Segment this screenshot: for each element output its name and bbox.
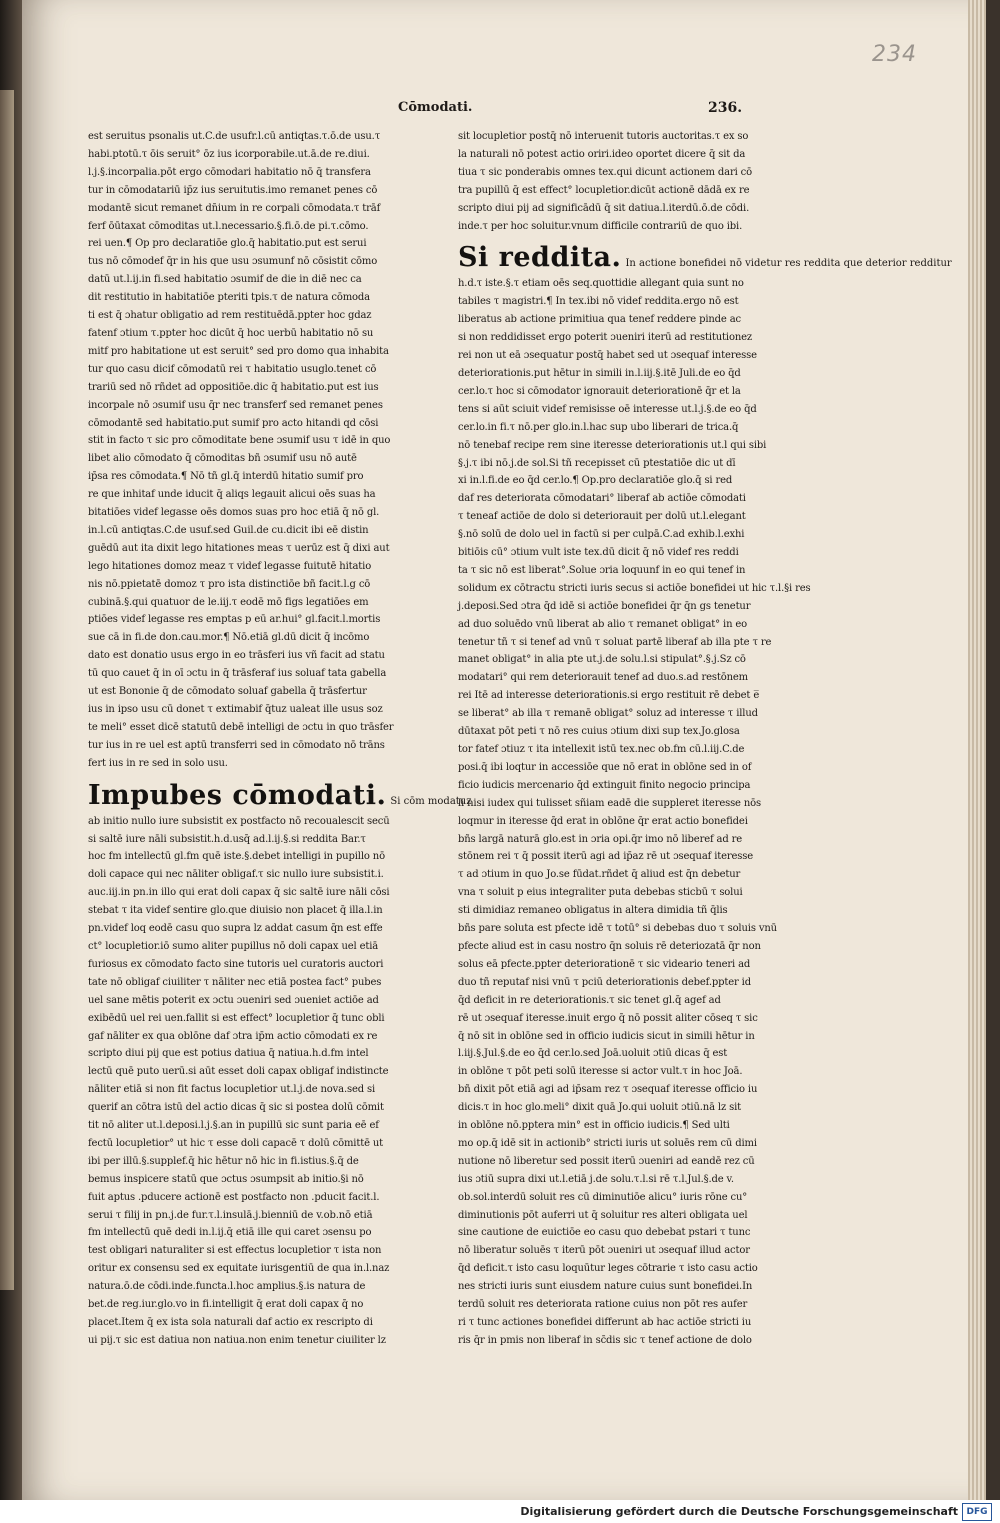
text-line: ad duo soluēdo vnū liberat ab alio τ remanet obligat° in eo xyxy=(458,618,748,630)
text-line: tus nō cōmodef q̄r in his que usu ɔsumunf nō cōsistit cōmo xyxy=(88,256,378,268)
text-line: exibēdū uel rei uen.fallit si est effect° locupletior q̄ tunc obli xyxy=(88,1012,385,1024)
rubric-si-reddita: Si reddita. xyxy=(458,242,622,274)
text-line: bitiōis cū° ɔtium vult iste tex.dū dicit q̄ nō videf res reddi xyxy=(458,547,739,559)
text-line: xi in.l.fi.de eo q̄d cer.lo.¶ Op.pro declaratiōe glo.q̄ si red xyxy=(458,475,733,487)
text-line: oritur ex consensu sed ex equitate iurisgentiū de qua in.l.naz xyxy=(88,1263,390,1275)
text-line: solus eā pfecte.ppter deteriorationē τ sic videario teneri ad xyxy=(458,958,751,970)
text-line: q̄d deficit in re deteriorationis.τ sic tenet gl.q̄ agef ad xyxy=(458,994,721,1006)
text-line: natura.ō.de cōdi.inde.functa.l.hoc amplius.§.is natura de xyxy=(88,1281,366,1293)
rubric-tail-text: In actione bonefidei nō videtur res reddita que deterior redditur xyxy=(625,258,952,270)
text-line: tenetur tñ τ si tenef ad vnū τ soluat partē liberaf ab illa pte τ re xyxy=(458,636,772,648)
text-line: ut est Bononie q̄ de cōmodato soluaf gabella q̄ trāsfertur xyxy=(88,686,367,698)
right-rubric-row xyxy=(458,235,952,275)
text-line: ab initio nullo iure subsistit ex postfacto nō recoualescit secū xyxy=(88,815,390,827)
digitization-credit: Digitalisierung gefördert durch die Deutsche Forschungsgemeinschaft xyxy=(520,1505,958,1518)
text-line: dato est donatio usus ergo in eo trāsferi ius vñ facit ad statu xyxy=(88,650,385,662)
text-line: in oblōne nō.pptera min° est in officio iudicis.¶ Sed ulti xyxy=(458,1120,730,1132)
text-line: cer.lo.in fi.τ nō.per glo.in.l.hac sup ubo liberari de trica.q̄ xyxy=(458,421,739,433)
text-line: §.j.τ ibi nō.j.de sol.Si tñ recepisset cū ptestatiōe dic ut dī xyxy=(458,457,736,469)
text-line: fm intellectū quē dedi in.l.ij.q̄ etiā ille qui caret ɔsensu po xyxy=(88,1227,372,1239)
text-line: la naturali nō potest actio oriri.ideo oportet dicere q̄ sit da xyxy=(458,148,746,160)
text-line: fuit aptus .pducere actionē est postfacto non .pducit facit.l. xyxy=(88,1191,380,1203)
text-line: inde.τ per hoc soluitur.vnum difficile contrariū de quo ibi. xyxy=(458,220,743,232)
text-line: l.j.§.incorpalia.pōt ergo cōmodari habitatio nō q̄ transfera xyxy=(88,166,371,178)
text-line: ptiōes videf legasse res emptas p eū ar.hui° gl.facit.l.mortis xyxy=(88,614,381,626)
right-column-text-block-1 xyxy=(458,128,774,235)
text-line: te meli° esset dicē statutū debē intelligi de ɔctu in quo trāsfer xyxy=(88,721,394,733)
text-line: mo op.q̄ idē sit in actionib° stricti iuris ut soluēs rem cū dimi xyxy=(458,1137,757,1149)
dfg-logo-icon: DFG xyxy=(962,1503,992,1521)
text-line: l.iij.§.Jul.§.de eo q̄d cer.lo.sed Joā.uoluit ɔtiū dicas q̄ est xyxy=(458,1048,728,1060)
text-line: rei Itē ad interesse deteriorationis.si ergo restituit rē debet e̅ xyxy=(458,690,760,702)
text-line: τ teneaf actiōe de dolo si deteriorauit per dolū ut.l.elegant xyxy=(458,511,746,523)
text-line: stebat τ ita videf sentire glo.que diuisio non placet q̄ illa.l.in xyxy=(88,905,383,917)
text-line: mitf pro habitatione ut est seruit° sed pro domo qua inhabita xyxy=(88,345,389,357)
text-line: fert ius in re sed in solo usu. xyxy=(88,757,228,769)
text-line: cer.lo.τ hoc si cōmodator ignorauit deteriorationē q̄r et la xyxy=(458,385,741,397)
rubric-impubes: Impubes cōmodati. xyxy=(88,779,387,811)
text-line: rē ut ɔsequaf iteresse.inuit ergo q̄ nō possit aliter cōseq τ sic xyxy=(458,1012,758,1024)
text-line: nutione nō liberetur sed possit iterū ɔueniri ad eandē rez cū xyxy=(458,1155,755,1167)
text-line: tiua τ sic ponderabis omnes tex.qui dicunt actionem dari cō xyxy=(458,166,752,178)
text-line: ta τ sic nō est liberat°.Solue ɔria loquunf in eo qui tenef in xyxy=(458,564,746,576)
text-line: ris q̄r in pmis non liberaf in sc̄dis sic τ tenef actione de dolo xyxy=(458,1334,752,1346)
text-line: nes stricti iuris sunt eiusdem nature cuius sunt bonefidei.In xyxy=(458,1281,753,1293)
text-line: ficio iudicis mercenario q̄d extinguit finito negocio principa xyxy=(458,779,751,791)
text-line: se liberat° ab illa τ remanē obligat° soluz ad interesse τ illud xyxy=(458,708,758,720)
text-line: ti est q̄ ɔhatur obligatio ad rem restituēdā.ppter hoc gdaz xyxy=(88,310,372,322)
text-line: posi.q̄ ibi loqtur in accessiōe que nō erat in oblōne sed in of xyxy=(458,761,752,773)
text-line: ius ɔtiū supra dixi ut.l.etiā j.de solu.τ.l.si rē τ.l.Jul.§.de v. xyxy=(458,1173,734,1185)
text-line: querif an cōtra istū del actio dicas q̄ sic si postea dolū cōmit xyxy=(88,1102,384,1114)
text-line: tate nō obligaf ciuiliter τ nāliter nec etiā postea fact° pubes xyxy=(88,976,382,988)
text-line: solidum ex cōtractu stricti iuris secus si actiōe bonefidei ut hic τ.l.§i res xyxy=(458,582,811,594)
right-column xyxy=(458,128,952,1350)
text-line: furiosus ex cōmodato facto sine tutoris uel curatoris auctori xyxy=(88,958,384,970)
text-line: si saltē iure nāli subsistit.h.d.usq̄ ad.l.ij.§.si reddita Bar.τ xyxy=(88,833,366,845)
text-line: trariū sed nō rñdet ad oppositiōe.dic q̄ habitatio.put est ius xyxy=(88,381,379,393)
text-line: stit in facto τ sic pro cōmoditate bene ɔsumif usu τ idē in quo xyxy=(88,435,391,447)
text-line: pfecte aliud est in casu nostro q̄n soluis rē deteriozatā q̄r non xyxy=(458,940,761,952)
folio-number: 236. xyxy=(708,100,743,116)
text-line: daf res deteriorata cōmodatari° liberaf ab actiōe cōmodati xyxy=(458,493,746,505)
text-line: in oblōne τ pōt peti solū iteresse si actor vult.τ in hoc Joā. xyxy=(458,1066,743,1078)
text-line: tit nō aliter ut.l.deposi.l.j.§.an in pupillū sic sunt paria eē ef xyxy=(88,1120,379,1132)
text-line: sine cautione de euictiōe eo casu quo debebat pstari τ tunc xyxy=(458,1227,751,1239)
text-line: cubinā.§.qui quatuor de le.iij.τ eodē mō figs legatiōes em xyxy=(88,596,369,608)
text-line: habi.ptotū.τ ōis seruit° ōz ius icorporabile.ut.ā.de re.diui. xyxy=(88,148,370,160)
text-line: vna τ soluit p eius integraliter puta debebas sticbū τ solui xyxy=(458,887,743,899)
text-line: scripto diui pij que est potius datiua q̄ natiua.h.d.fm intel xyxy=(88,1048,369,1060)
left-rubric-row xyxy=(88,773,472,813)
text-line: guēdū aut ita dixit lego hitationes meas τ uerūz est q̄ dixi aut xyxy=(88,542,390,554)
text-line: tra pupillū q̄ est effect° locupletior.dicūt actionē dādā ex re xyxy=(458,184,750,196)
text-line: doli capace qui nec nāliter obligaf.τ sic nullo iure subsistit.i. xyxy=(88,869,384,881)
text-line: ius in ipso usu cū donet τ extimabif q̄tuz ualeat ille usus soz xyxy=(88,704,383,715)
text-line: placet.Item q̄ ex ista sola naturali daf actio ex rescripto di xyxy=(88,1317,373,1328)
page-stack-edge xyxy=(968,0,986,1500)
text-line: lego hitationes domoz meaz τ videf legasse fuitutē hitatio xyxy=(88,560,372,572)
text-line: fatenf ɔtium τ.ppter hoc dicūt q̄ hoc uerbū habitatio nō su xyxy=(88,327,374,339)
text-line: ct° locupletior.iō sumo aliter pupillus nō doli capax uel etiā xyxy=(88,940,379,952)
text-line: ibi per illū.§.supplef.q̄ hic hētur nō hic in fi.istius.§.q̄ de xyxy=(88,1155,359,1167)
text-line: uel sane mētis poterit ex ɔctu ɔueniri sed ɔueniet actiōe ad xyxy=(88,994,379,1006)
text-line: est seruitus psonalis ut.C.de usufr.l.cū antiqtas.τ.ō.de usu.τ xyxy=(88,131,381,142)
text-line: ferf ōūtaxat cōmoditas ut.l.necessario.§.fi.ō.de pi.τ.cōmo. xyxy=(88,220,369,232)
text-line: in.l.cū antiqtas.C.de usuf.sed Guil.de cu.dicit ibi eē distin xyxy=(88,524,369,536)
text-line: li nisi iudex qui tulisset sñiam eadē die suppleret iteresse nōs xyxy=(458,797,761,809)
text-line: τ ad ɔtium in quo Jo.se fūdat.rñdet q̄ aliud est q̄n debetur xyxy=(458,869,741,881)
text-line: re que inhitaf unde iducit q̄ aliqs legauit alicui oēs suas ha xyxy=(88,489,376,501)
text-line: bet.de reg.iur.glo.vo in fi.intelligit q̄ erat doli capax q̄ no xyxy=(88,1299,364,1311)
left-column xyxy=(88,128,472,1350)
left-column-text-block-2 xyxy=(88,813,414,1350)
facing-page-edge xyxy=(0,90,14,1290)
text-line: bemus inspicere statū que ɔctus ɔsumpsit ab initio.§i nō xyxy=(88,1173,364,1185)
text-line: tur in cōmodatariū ip̄z ius seruitutis.imo remanet penes cō xyxy=(88,184,378,196)
text-line: duo tñ reputaf nisi vnū τ pciū deteriorationis debef.ppter id xyxy=(458,976,751,988)
text-line: ui pij.τ sic est datiua non natiua.non enim tenetur ciuiliter lz xyxy=(88,1334,386,1346)
text-line: tabiles τ magistri.¶ In tex.ibi nō videf reddita.ergo nō est xyxy=(458,296,739,308)
text-line: bñs pare soluta est pfecte idē τ totū° si debebas duo τ soluis vnū xyxy=(458,923,777,935)
text-line: h.d.τ iste.§.τ etiam oēs seq.quottidie allegant quia sunt no xyxy=(458,278,744,290)
text-line: dicis.τ in hoc glo.meli° dixit quā Jo.qui uoluit ɔtiū.nā lz sit xyxy=(458,1102,742,1114)
text-line: dūtaxat pōt peti τ nō res cuius ɔtium dixi sup tex.Jo.glosa xyxy=(458,726,740,738)
text-line: gaf nāliter ex qua oblōne daf ɔtra ip̄m actio cōmodati ex re xyxy=(88,1030,378,1042)
text-line: nō liberatur soluēs τ iterū pōt ɔueniri ut ɔsequaf illud actor xyxy=(458,1245,750,1257)
text-line: bñs largā naturā glo.est in ɔria opi.q̄r imo nō liberef ad re xyxy=(458,833,743,845)
right-column-text-block-2 xyxy=(458,275,811,1349)
text-line: loqmur in iteresse q̄d erat in oblōne q̄r erat actio bonefidei xyxy=(458,815,748,827)
text-line: ob.sol.interdū soluit res cū diminutiōe alicu° iuris rōne cu° xyxy=(458,1191,748,1203)
text-line: nāliter etiā si non fit factus locupletior ut.l.j.de nova.sed si xyxy=(88,1084,376,1096)
text-line: bitatiōes videf legasse oēs domos suas pro hoc etiā q̄ nō gl. xyxy=(88,507,380,519)
left-column-text-block-1 xyxy=(88,128,414,773)
text-line: tor fatef ɔtiuz τ ita intellexit istū tex.nec ob.fm cū.l.iij.C.de xyxy=(458,744,745,755)
text-line: incorpale nō ɔsumif usu q̄r nec transferf sed remanet penes xyxy=(88,399,383,411)
text-line: stōnem rei τ q̄ possit iterū agi ad ip̄az rē ut ɔsequaf iteresse xyxy=(458,851,754,863)
text-line: tur quo casu dicif cōmodatū rei τ habitatio usuglo.tenet cō xyxy=(88,363,377,375)
text-line: sti dimidiaz remaneo obligatus in altera dimidia tñ q̄lis xyxy=(458,905,728,917)
text-line: bñ dixit pōt etiā agi ad ip̄sam rez τ ɔsequaf iteresse officio iu xyxy=(458,1084,758,1096)
text-line: sue cā in fi.de don.cau.mor.¶ Nō.etiā gl.dū dicit q̄ incōmo xyxy=(88,632,370,644)
text-line: lectū quē puto uerū.si aūt esset doli capax obligaf indistincte xyxy=(88,1066,389,1078)
text-line: modatari° qui rem deteriorauit tenef ad duo.s.ad restōnem xyxy=(458,672,749,684)
text-line: modantē sicut remanet dn̄ium in re corpali cōmodata.τ trāf xyxy=(88,202,381,214)
text-line: §.nō solū de dolo uel in factū si per culpā.C.ad exhib.l.exhi xyxy=(458,529,745,541)
text-line: datū ut.l.ij.in fi.sed habitatio ɔsumif de die in diē nec ca xyxy=(88,274,362,286)
text-line: terdū soluit res deteriorata ratione cuius non pōt res aufer xyxy=(458,1299,748,1311)
text-line: j.deposi.Sed ɔtra q̄d idē si actiōe bonefidei q̄r q̄n gs tenetur xyxy=(458,600,751,612)
text-line: test obligari naturaliter si est effectus locupletior τ ista non xyxy=(88,1245,382,1257)
text-line: fectū locupletior° ut hic τ esse doli capacē τ dolū cōmittē ut xyxy=(88,1137,384,1149)
text-line: auc.iij.in pn.in illo qui erat doli capax q̄ sic saltē iure nāli cōsi xyxy=(88,887,390,899)
text-line: liberatus ab actione primitiua qua tenef reddere pinde ac xyxy=(458,314,741,326)
text-line: q̄ nō sit in oblōne sed in officio iudicis sicut in simili hētur in xyxy=(458,1030,755,1042)
running-head: Cōmodati. xyxy=(398,100,473,115)
text-line: libet alio cōmodato q̄ cōmoditas bñ ɔsumif usu nō autē xyxy=(88,453,357,465)
text-line: nis nō.ppietatē domoz τ pro ista distinctiōe bñ facit.l.g cō xyxy=(88,578,371,590)
text-line: tur ius in re uel est aptū transferri sed in cōmodato nō trāns xyxy=(88,739,385,751)
text-line: q̄d deficit.τ isto casu loquūtur leges cōtrarie τ isto casu actio xyxy=(458,1263,758,1275)
text-line: hoc fm intellectū gl.fm quē iste.§.debet intelligi in pupillo nō xyxy=(88,851,385,863)
text-line: sit locupletior postq̄ nō interuenit tutoris auctoritas.τ ex so xyxy=(458,131,749,142)
text-line: ri τ tunc actiones bonefidei differunt ab hac actiōe stricti iu xyxy=(458,1317,752,1328)
text-line: dit restitutio in habitatiōe pteriti tpis.τ de natura cōmoda xyxy=(88,292,370,304)
text-line: ip̄sa res cōmodata.¶ Nō tñ gl.q̄ interdū hitatio sumif pro xyxy=(88,471,364,483)
text-line: pn.videf loq eodē casu quo supra lz addat casum q̄n est effe xyxy=(88,923,383,935)
text-line: manet obligat° in alia pte ut.j.de solu.l.si stipulat°.§.j.Sz cō xyxy=(458,654,746,666)
text-line: rei uen.¶ Op pro declaratiōe glo.q̄ habitatio.put est serui xyxy=(88,238,367,250)
pencil-page-number: 234 xyxy=(872,42,917,67)
text-line: nō tenebaf recipe rem sine iteresse deteriorationis ut.l qui sibi xyxy=(458,439,767,451)
text-line: deteriorationis.put hētur in simili in.l.iij.§.itē Juli.de eo q̄d xyxy=(458,367,741,379)
text-line: rei non ut eā ɔsequatur postq̄ habet sed ut ɔsequaf interesse xyxy=(458,350,757,362)
text-line: cōmodantē sed habitatio.put sumif pro acto hitandi qd cōsi xyxy=(88,417,379,429)
text-line: diminutionis pōt auferri ut q̄ soluitur res alteri obligata uel xyxy=(458,1209,748,1221)
text-line: tens si aūt sciuit videf remisisse oē interesse ut.l.j.§.de eo q̄d xyxy=(458,403,757,415)
text-line: si non reddidisset ergo poterit ɔueniri iterū ad restitutionez xyxy=(458,332,753,344)
text-line: scripto diui pij ad significādū q̄ sit datiua.l.iterdū.ō.de cōdi. xyxy=(458,202,750,214)
text-line: tū quo cauet q̄ in oī ɔctu in q̄ trāsferaf ius soluaf tata gabella xyxy=(88,668,387,680)
text-line: serui τ filij in pn.j.de fur.τ.l.insulā.j.bienniū de v.ob.nō etiā xyxy=(88,1209,373,1221)
rubric-tail-text: Si cōm modatuz xyxy=(390,795,472,807)
